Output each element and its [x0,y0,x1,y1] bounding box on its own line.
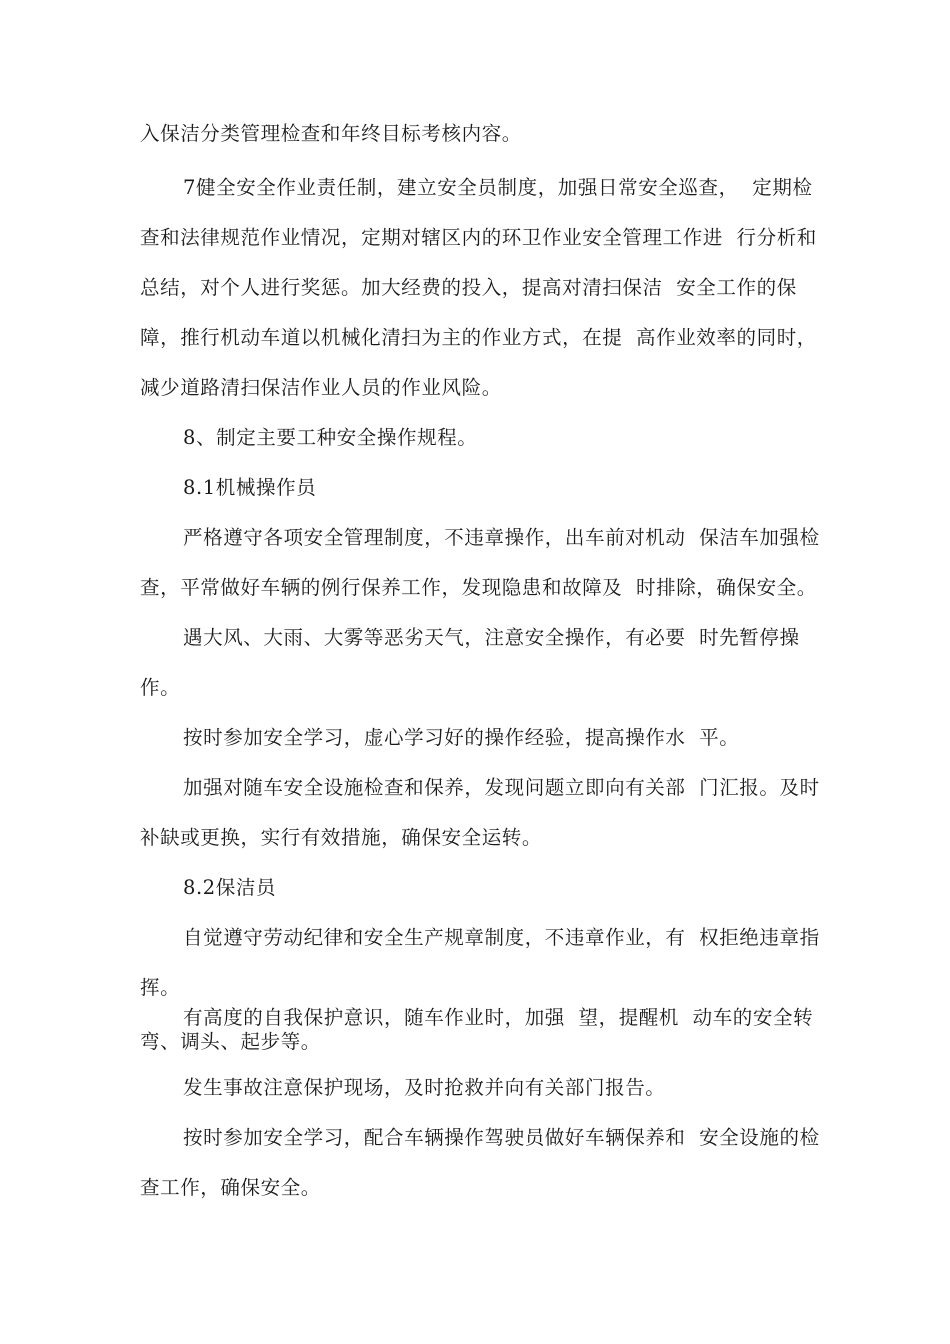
text-line: 8、制定主要工种安全操作规程。 [183,426,478,449]
text-line: 自觉遵守劳动纪律和安全生产规章制度，不违章作业，有 权拒绝违章指 [183,926,820,949]
text-line: 查，平常做好车辆的例行保养工作，发现隐患和故障及 时排除，确保安全。 [140,576,817,599]
text-line: 加强对随车安全设施检查和保养，发现问题立即向有关部 门汇报。及时 [183,776,820,799]
text-line: 总结，对个人进行奖惩。加大经费的投入，提高对清扫保洁 安全工作的保 [140,276,797,299]
text-line: 有高度的自我保护意识，随车作业时，加强 望，提醒机 动车的安全转 [183,1006,814,1029]
section-heading: 8.2保洁员 [183,876,277,899]
text-line: 发生事故注意保护现场，及时抢救并向有关部门报告。 [183,1076,666,1099]
text-line: 弯、调头、起步等。 [140,1030,321,1053]
text-line: 挥。 [140,976,181,999]
section-heading: 8.1机械操作员 [183,476,317,499]
text-line: 作。 [140,676,181,699]
text-line: 查工作，确保安全。 [140,1176,321,1199]
text-line: 补缺或更换，实行有效措施，确保安全运转。 [140,826,543,849]
text-line: 入保洁分类管理检查和年终目标考核内容。 [140,122,522,145]
text-line: 遇大风、大雨、大雾等恶劣天气，注意安全操作，有必要 时先暂停操 [183,626,800,649]
text-line: 障，推行机动车道以机械化清扫为主的作业方式，在提 高作业效率的同时， [140,326,817,349]
text-line: 减少道路清扫保洁作业人员的作业风险。 [140,376,502,399]
text-line: 7健全安全作业责任制，建立安全员制度，加强日常安全巡查， 定期检 [183,176,813,199]
text-line: 严格遵守各项安全管理制度，不违章操作，出车前对机动 保洁车加强检 [183,526,820,549]
text-line: 按时参加安全学习，配合车辆操作驾驶员做好车辆保养和 安全设施的检 [183,1126,820,1149]
text-line: 按时参加安全学习，虚心学习好的操作经验，提高操作水 平。 [183,726,740,749]
text-line: 查和法律规范作业情况，定期对辖区内的环卫作业安全管理工作进 行分析和 [140,226,817,249]
